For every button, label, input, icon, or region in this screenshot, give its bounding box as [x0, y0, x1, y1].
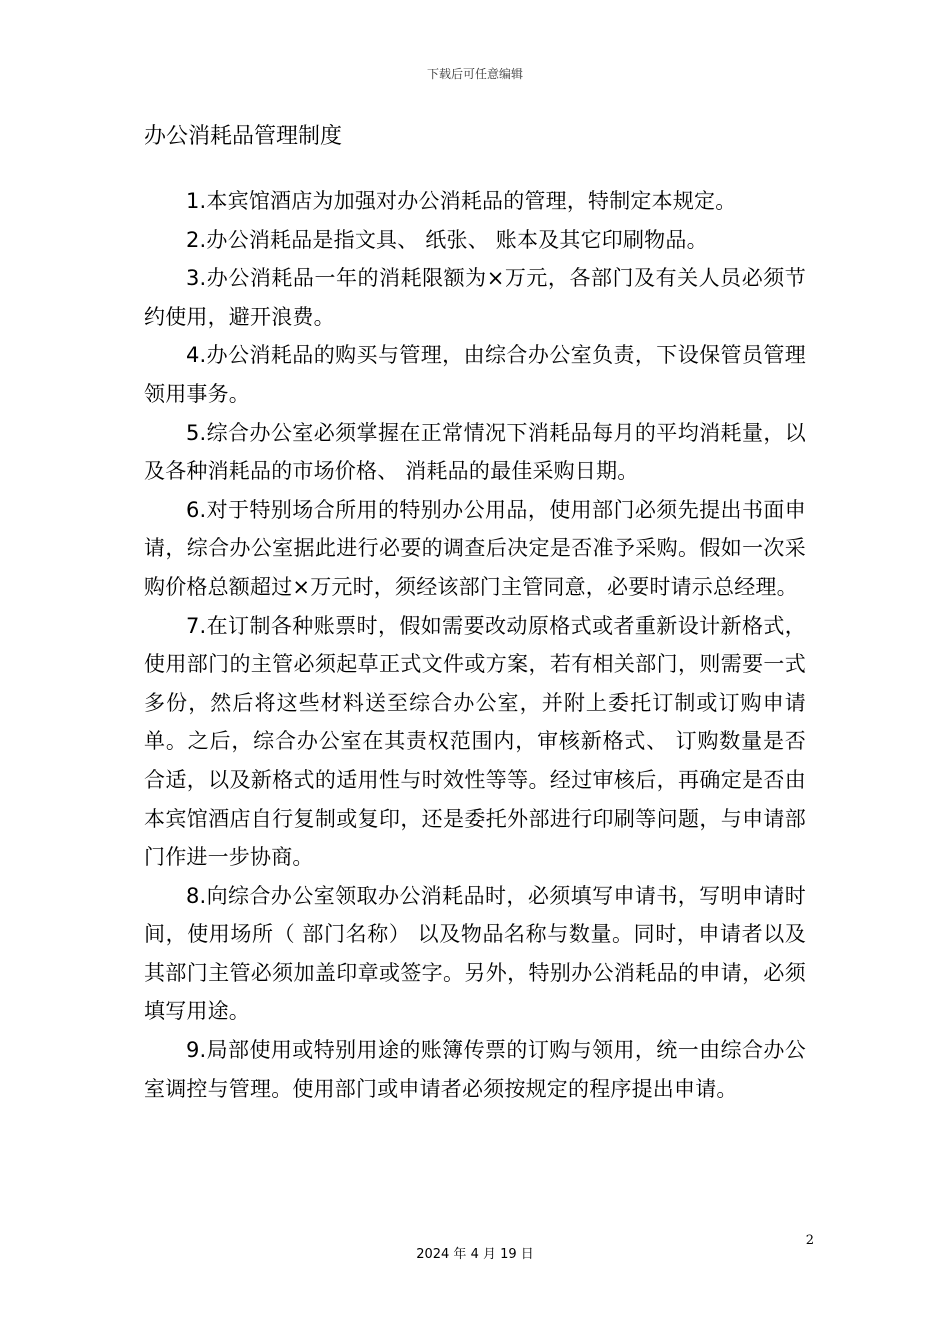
paragraph-5: 5.综合办公室必须掌握在正常情况下消耗品每月的平均消耗量，以及各种消耗品的市场价格、 消耗品的最佳采购日期。	[144, 420, 806, 484]
paragraph-9: 9.局部使用或特别用途的账簿传票的订购与领用，统一由综合办公室调控与管理。使用部门或申请者必须按规定的程序提出申请。	[144, 1038, 806, 1101]
paragraph-4: 4.办公消耗品的购买与管理，由综合办公室负责，下设保管员管理领用事务。	[144, 343, 806, 406]
paragraph-2: 2.办公消耗品是指文具、 纸张、 账本及其它印刷物品。	[186, 227, 708, 252]
paragraph-6: 6.对于特别场合所用的特别办公用品，使用部门必须先提出书面申请，综合办公室据此进行必要的调查后决定是否准予采购。假如一次采购价格总额超过×万元时，须经该部门主管同意，必要时请示总经理。	[144, 497, 806, 599]
page-header: 下载后可任意编辑	[426, 67, 523, 81]
page-number: 2	[805, 1233, 814, 1248]
page-footer-date: 2024 年 4 月 19 日	[416, 1247, 534, 1262]
paragraph-3: 3.办公消耗品一年的消耗限额为×万元，各部门及有关人员必须节约使用，避开浪费。	[144, 266, 806, 329]
document-title: 办公消耗品管理制度	[144, 124, 343, 149]
paragraph-7: 7.在订制各种账票时，假如需要改动原格式或者重新设计新格式，使用部门的主管必须起草正式文件或方案，若有相关部门，则需要一式多份，然后将这些材料送至综合办公室，并附上委托订制或订购申请单。之后，综合办公室在其责权范围内，审核新格式、 订购数量是否合适，以及新格式的适用性与时效性等等。经过审核后，再确定是否由本宾馆酒店自行复制或复印，还是委托外部进行印刷等问题，与申请部门作进一步协商。	[144, 613, 806, 870]
paragraph-1: 1.本宾馆酒店为加强对办公消耗品的管理，特制定本规定。	[186, 189, 737, 213]
document-body	[144, 182, 806, 1108]
paragraph-8: 8.向综合办公室领取办公消耗品时，必须填写申请书，写明申请时间，使用场所（ 部门名称） 以及物品名称与数量。同时，申请者以及其部门主管必须加盖印章或签字。另外，特别办公消耗品的申请，必须填写用途。	[144, 883, 806, 1024]
